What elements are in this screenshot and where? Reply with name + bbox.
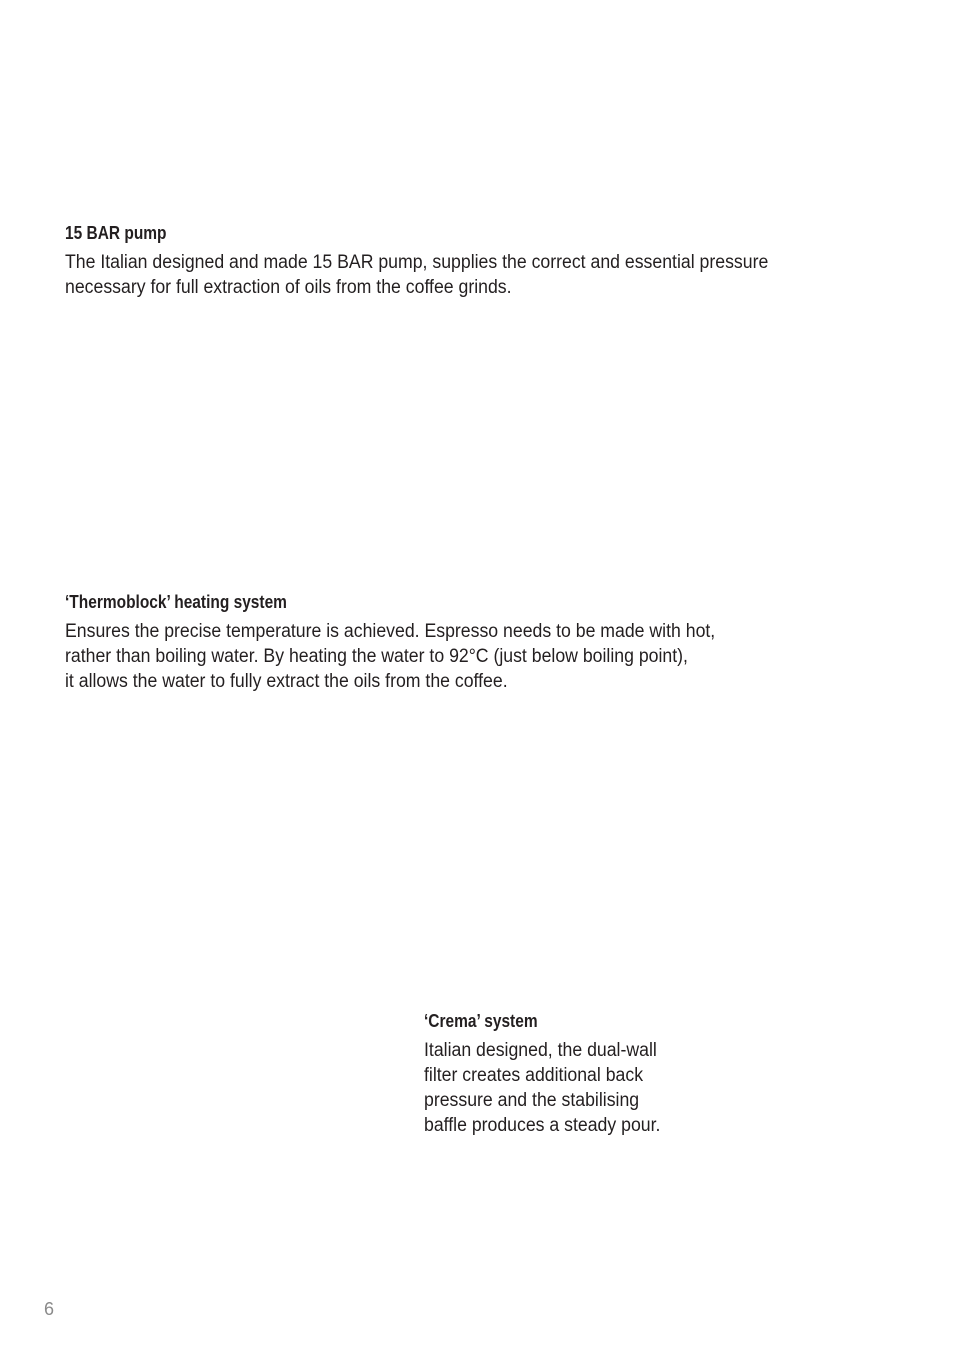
section-heading: 15 BAR pump (65, 223, 167, 243)
section-body: Ensures the precise temperature is achieved. Espresso needs to be made with hot, rather than boiling water. By heating the water to 92°C (just below boiling point), it allows the water to fully extract the oils from the coffee. (65, 621, 716, 692)
section-body: The Italian designed and made 15 BAR pump, supplies the correct and essential pressure necessary for full extraction of oils from the coffee grinds. (65, 252, 769, 298)
section-heading: ‘Crema’ system (424, 1011, 538, 1031)
section-heading: ‘Thermoblock’ heating system (65, 592, 287, 612)
section-crema-system (424, 1010, 678, 1138)
section-15-bar-pump (65, 222, 821, 300)
section-thermoblock-heating-system (65, 591, 764, 694)
page-number: 6 (44, 1299, 55, 1319)
section-body: Italian designed, the dual-wall filter creates additional back pressure and the stabilising baffle produces a steady pour. (424, 1040, 661, 1136)
